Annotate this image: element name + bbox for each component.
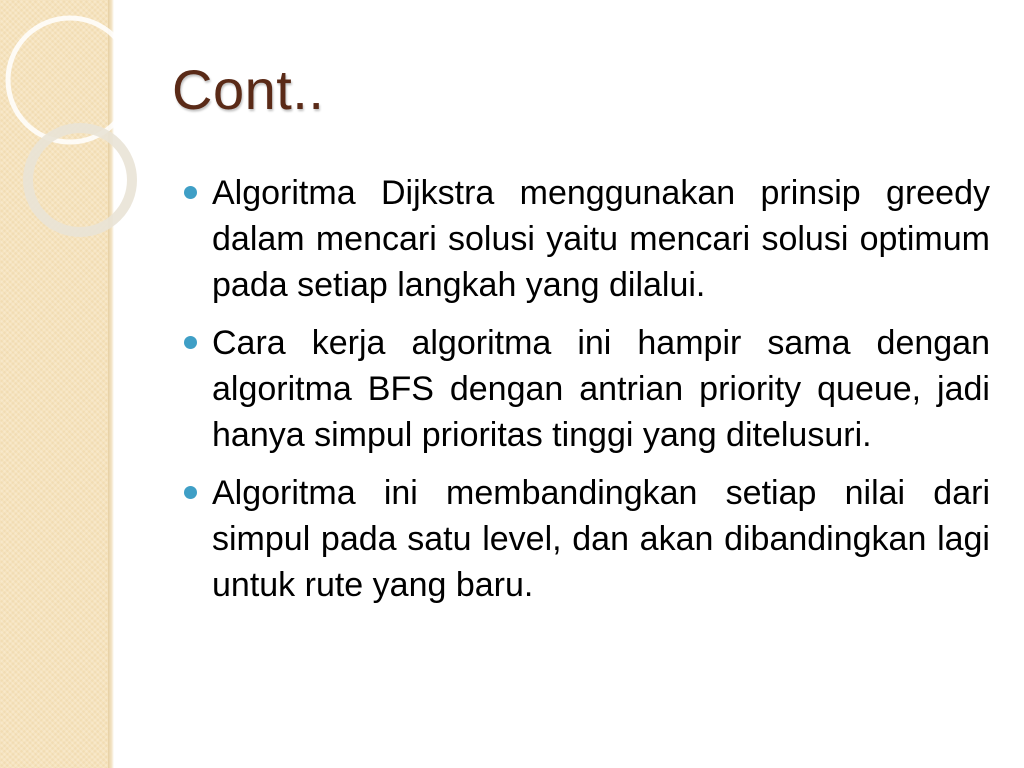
bullet-item bbox=[180, 470, 990, 608]
bullet-dot-icon bbox=[184, 336, 197, 349]
decorative-circles bbox=[0, 0, 140, 260]
bullet-dot-icon bbox=[184, 486, 197, 499]
bullet-item bbox=[180, 170, 990, 308]
bullet-text: Cara kerja algoritma ini hampir sama dengan algoritma BFS dengan antrian priority queue, jadi hanya simpul prioritas tinggi yang ditelusuri. bbox=[212, 324, 990, 454]
bullet-text: Algoritma ini membandingkan setiap nilai dari simpul pada satu level, dan akan dibandingkan lagi untuk rute yang baru. bbox=[212, 474, 990, 604]
decorative-circle-large bbox=[8, 18, 132, 142]
bullet-dot-icon bbox=[184, 186, 197, 199]
slide-title: Cont.. bbox=[172, 58, 325, 121]
bullet-text: Algoritma Dijkstra menggunakan prinsip greedy dalam mencari solusi yaitu mencari solusi optimum pada setiap langkah yang dilalui. bbox=[212, 174, 990, 304]
bullet-list bbox=[180, 170, 990, 620]
bullet-item bbox=[180, 320, 990, 458]
